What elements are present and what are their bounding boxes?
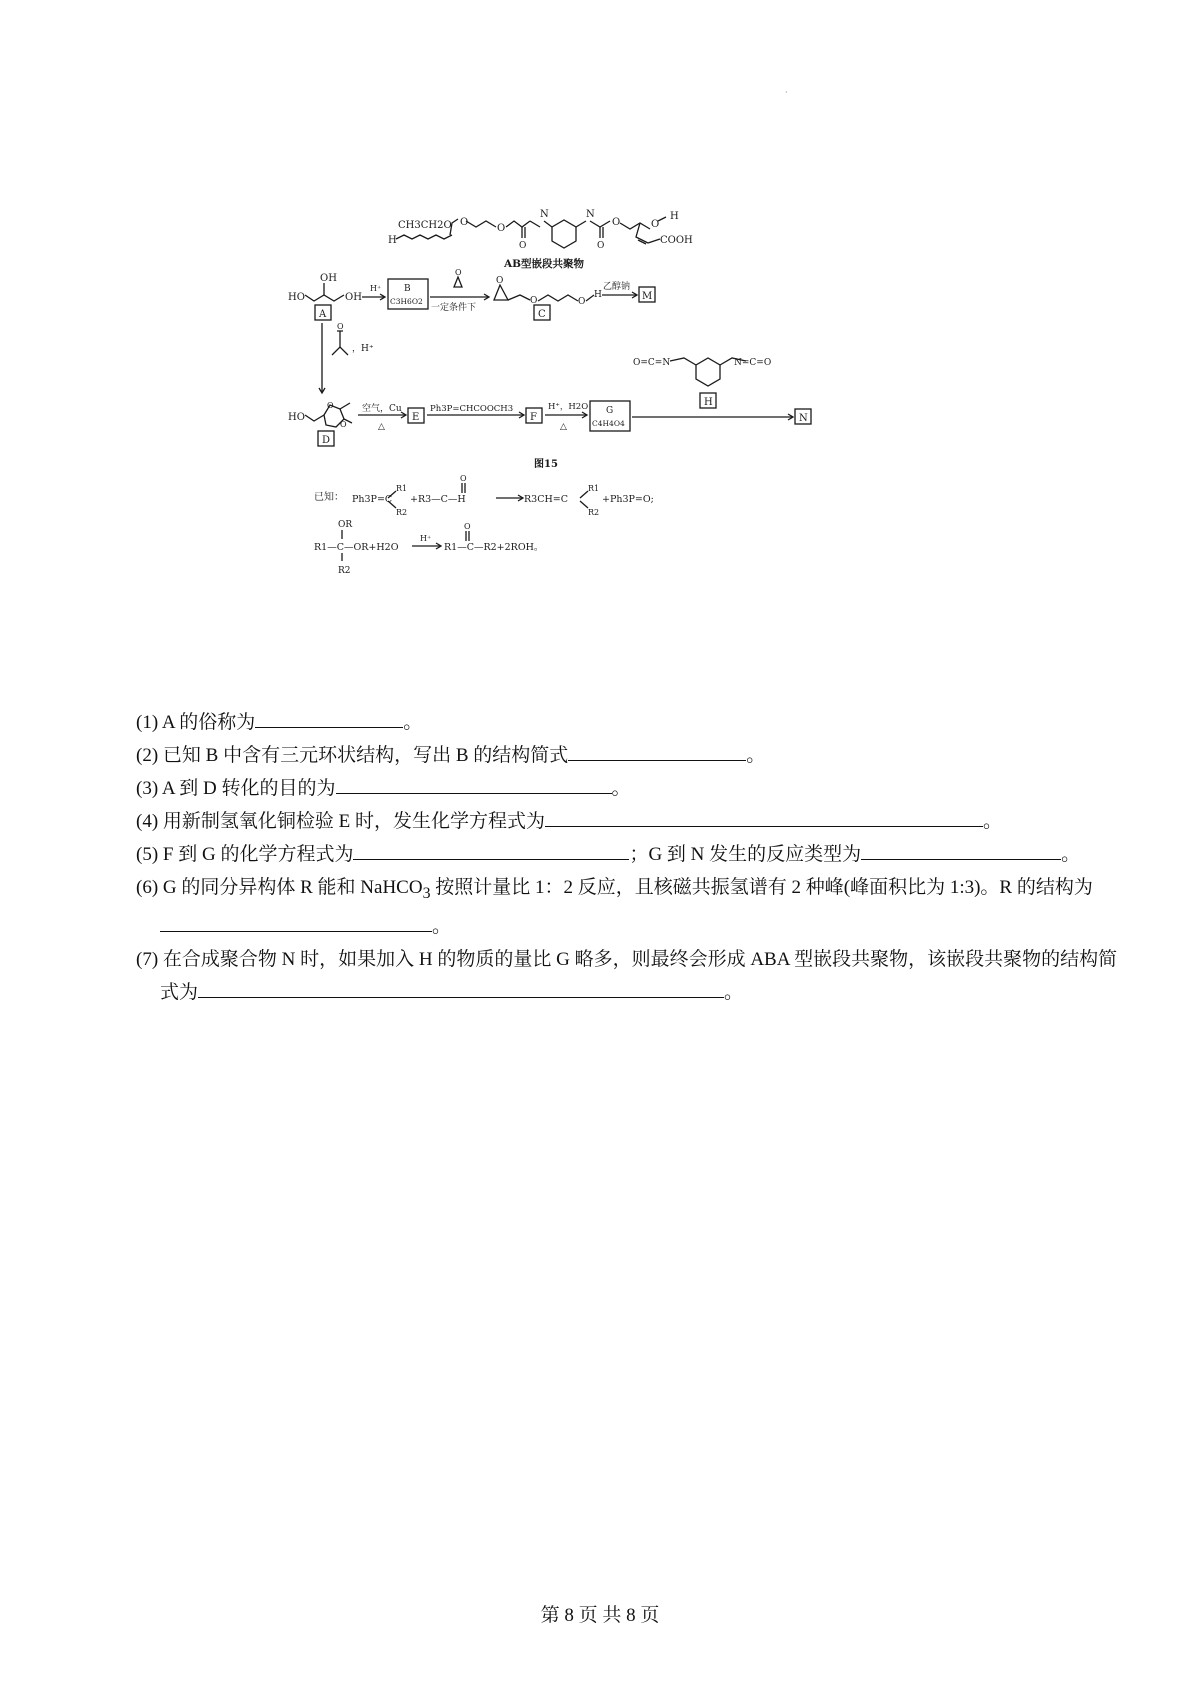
compound-a-structure (288, 273, 362, 320)
svg-text:O: O (327, 401, 334, 410)
h-end-left: H (388, 235, 397, 246)
svg-text:R1—C—R2+2ROH。: R1—C—R2+2ROH。 (444, 542, 544, 553)
epoxide-reagent-icon (454, 277, 462, 287)
svg-text:O: O (578, 297, 586, 307)
h-end-right: H (670, 211, 679, 222)
svg-text:HO: HO (288, 412, 305, 423)
svg-text:R2: R2 (588, 508, 600, 517)
svg-text:O: O (455, 268, 462, 277)
answer-blank-2[interactable] (568, 742, 746, 761)
acetone-carbonyl (337, 331, 343, 347)
condition-b-c: 一定条件下 (431, 303, 477, 313)
svg-text:O: O (519, 241, 527, 251)
label-f: F (530, 412, 537, 423)
svg-text:空气，Cu: 空气，Cu (362, 404, 402, 414)
ethoxy-group: CH3CH2O (398, 220, 452, 231)
compound-c-structure (494, 276, 602, 320)
reagent-sodium-ethoxide: 乙醇钠 (603, 282, 631, 292)
svg-text:O: O (340, 420, 347, 429)
ab-block-copolymer-structure (388, 209, 693, 270)
question-1: (1) A 的俗称为 。 (136, 706, 1136, 739)
reagent-wittig: Ph3P=CHCOOCH3 (430, 404, 514, 414)
svg-text:+Ph3P=O;: +Ph3P=O; (602, 494, 654, 505)
svg-text:Ph3P=C: Ph3P=C (352, 494, 393, 505)
label-a: A (319, 309, 327, 320)
n-label-2: N (586, 209, 595, 220)
n-label-1: N (540, 209, 549, 220)
scan-speck: · (785, 88, 788, 97)
label-h: H (704, 397, 713, 408)
question-3: (3) A 到 D 转化的目的为 。 (136, 772, 1136, 805)
svg-text:R3CH=C: R3CH=C (524, 494, 568, 505)
svg-text:△: △ (378, 422, 385, 432)
svg-text:H⁺，H2O: H⁺，H2O (548, 402, 589, 412)
compound-d-structure (288, 401, 352, 446)
label-g: G (606, 406, 614, 416)
svg-text:△: △ (560, 422, 567, 432)
svg-text:，H⁺: ，H⁺ (352, 344, 374, 354)
svg-text:O: O (497, 223, 506, 234)
answer-blank-7[interactable] (198, 979, 724, 998)
page-footer: 第 8 页 共 8 页 (540, 1605, 660, 1626)
question-4: (4) 用新制氢氧化铜检验 E 时，发生化学方程式为 。 (136, 805, 1136, 838)
label-b: B (404, 284, 411, 294)
svg-text:O=C=N: O=C=N (633, 358, 671, 368)
label-m: M (642, 291, 653, 302)
svg-text:R1—C—OR+H2O: R1—C—OR+H2O (314, 542, 399, 553)
answer-blank-4[interactable] (545, 808, 983, 827)
svg-text:H: H (594, 290, 602, 300)
svg-text:O: O (460, 474, 467, 483)
label-c: C (538, 309, 546, 320)
question-5: (5) F 到 G 的化学方程式为 ；G 到 N 发生的反应类型为 。 (136, 838, 1136, 871)
svg-text:R1: R1 (588, 484, 600, 493)
answer-blank-5b[interactable] (861, 841, 1061, 860)
svg-text:N=C=O: N=C=O (734, 358, 772, 368)
reaction-scheme-figure (288, 205, 900, 635)
answer-blank-6[interactable] (160, 913, 432, 932)
question-6: (6) G 的同分异构体 R 能和 NaHCO$_3$ 按照计量比 1：2 反应，且核磁共振氢谱有 2 种峰(峰面积比为 1:3)。R 的结构为。 (136, 877, 1093, 937)
question-list (136, 706, 1136, 1009)
label-e: E (412, 412, 420, 423)
svg-text:O: O (464, 522, 471, 531)
answer-blank-1[interactable] (255, 709, 403, 728)
label-d: D (322, 435, 331, 446)
figure-caption: 图15 (534, 459, 558, 470)
cooh-group: COOH (660, 235, 693, 246)
svg-text:O: O (460, 217, 469, 228)
svg-text:OH: OH (320, 273, 337, 284)
svg-text:O: O (597, 241, 605, 251)
ab-copolymer-caption: AB型嵌段共聚物 (504, 258, 585, 270)
svg-text:O: O (651, 219, 660, 230)
formula-g: C4H4O4 (592, 419, 625, 428)
svg-text:O: O (496, 276, 504, 286)
svg-text:已知：: 已知： (314, 492, 344, 503)
compound-h-structure (633, 358, 771, 408)
answer-blank-5a[interactable] (353, 841, 629, 860)
known-reaction-2 (314, 520, 543, 576)
question-2: (2) 已知 B 中含有三元环状结构，写出 B 的结构简式 。 (136, 739, 1136, 772)
svg-text:HO: HO (288, 292, 305, 303)
svg-text:H⁺: H⁺ (370, 284, 382, 293)
svg-text:OH: OH (345, 292, 362, 303)
svg-text:R2: R2 (396, 508, 408, 517)
svg-text:+R3—C—H: +R3—C—H (410, 494, 466, 505)
svg-text:R1: R1 (396, 484, 408, 493)
known-reaction-1 (314, 474, 654, 517)
svg-text:O: O (612, 217, 621, 228)
question-7: (7) 在合成聚合物 N 时，如果加入 H 的物质的量比 G 略多，则最终会形成 ABA 型嵌段共聚物，该嵌段共聚物的结构简式为 。 (136, 948, 1118, 1003)
svg-text:H⁺: H⁺ (420, 534, 432, 543)
answer-blank-3[interactable] (336, 775, 612, 794)
svg-text:O: O (337, 322, 344, 331)
svg-text:OR: OR (338, 520, 353, 530)
svg-text:R2: R2 (338, 566, 351, 576)
acetone-icon (332, 347, 348, 355)
formula-b: C3H6O2 (390, 297, 423, 306)
label-n: N (799, 413, 808, 424)
svg-text:O: O (530, 296, 538, 306)
